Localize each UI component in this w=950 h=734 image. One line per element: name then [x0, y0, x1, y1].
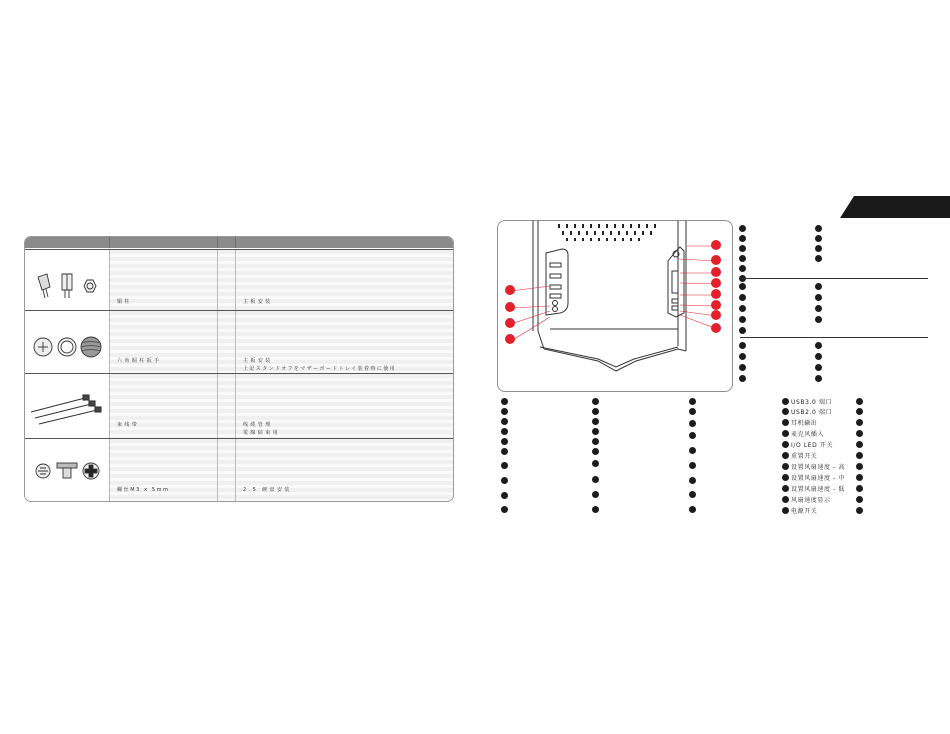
item-name: 束线带 [117, 422, 140, 428]
callout-marker [711, 323, 721, 333]
bullet [856, 430, 863, 437]
callout-marker [711, 240, 721, 250]
header-divider [109, 237, 110, 248]
callout-marker [711, 310, 721, 320]
wrench-image [25, 311, 110, 374]
column-divider [235, 311, 236, 374]
bullet [592, 428, 599, 435]
legend-item: USB2.0 端口 [791, 409, 833, 416]
bullet [592, 460, 599, 467]
standoff-image [25, 250, 110, 311]
bullet [501, 462, 508, 469]
bullet [856, 419, 863, 426]
column-divider [217, 439, 218, 502]
bullet [856, 452, 863, 459]
bullet [739, 316, 746, 323]
column-divider [217, 311, 218, 374]
callout-marker [711, 278, 721, 288]
wrench-socket-icon [25, 311, 109, 374]
column-divider [217, 374, 218, 439]
bullet [815, 225, 822, 232]
bullet [856, 474, 863, 481]
row-stripes [110, 250, 453, 311]
legend-item: 耳机输出 [791, 420, 818, 427]
bullet [501, 418, 508, 425]
accessories-table [24, 236, 454, 502]
bullet [815, 283, 822, 290]
bullet [815, 245, 822, 252]
bullet [856, 408, 863, 415]
bullet [739, 327, 746, 334]
bullet [501, 477, 508, 484]
bullet [592, 448, 599, 455]
callout-marker [505, 302, 515, 312]
bullet [739, 283, 746, 290]
item-usage: 2.5 硬盘安装 [243, 487, 292, 493]
legend-item: USB3.0 端口 [791, 399, 833, 406]
bullet [815, 235, 822, 242]
item-name: 螺丝M3 x 5mm [117, 487, 170, 493]
bullet [501, 408, 508, 415]
table-row [25, 438, 453, 502]
callout-marker [505, 285, 515, 295]
case-front-panel-drawing [498, 221, 732, 391]
cable-tie-image [25, 374, 110, 439]
bullet [782, 474, 789, 481]
bullet [689, 447, 696, 454]
bullet [689, 420, 696, 427]
row-stripes [110, 374, 453, 439]
bullet [689, 477, 696, 484]
legend-item: 风扇速度显示 [791, 497, 831, 504]
bullet [501, 506, 508, 513]
bullet [856, 507, 863, 514]
legend-item: I/O LED 开关 [791, 442, 834, 449]
bullet [592, 491, 599, 498]
item-usage: 主板安装 [243, 299, 273, 305]
bullet [782, 463, 789, 470]
item-usage-note: 上記スタンドオフをマザーボードトレイ装着時に使用 [243, 366, 397, 372]
bullet [782, 408, 789, 415]
table-row [25, 310, 453, 374]
bullet [501, 438, 508, 445]
legend-item: 设置风扇速度 - 中 [791, 475, 845, 482]
bullet [739, 375, 746, 382]
bullet [782, 419, 789, 426]
item-usage: 线缆管理 [243, 422, 273, 428]
case-diagram [497, 220, 733, 392]
bullet [501, 492, 508, 499]
bullet [739, 255, 746, 262]
screw-icon [25, 439, 109, 502]
column-divider [235, 250, 236, 311]
cable-tie-icon [25, 374, 109, 439]
divider [740, 337, 928, 338]
bullet [782, 441, 789, 448]
bullet [689, 462, 696, 469]
bullet [739, 305, 746, 312]
callout-marker [505, 318, 515, 328]
bullet [782, 430, 789, 437]
bullet [856, 398, 863, 405]
header-divider [235, 237, 236, 248]
item-name: 铜柱 [117, 299, 132, 305]
item-usage: 主板安装 [243, 358, 273, 364]
screw-image [25, 439, 110, 502]
legend-item: 重置开关 [791, 453, 818, 460]
item-name: 六角铜柱扳手 [117, 358, 162, 364]
bullet [592, 398, 599, 405]
bullet [856, 485, 863, 492]
bullet [592, 408, 599, 415]
bullet [739, 342, 746, 349]
bullet [815, 375, 822, 382]
bullet [689, 432, 696, 439]
table-header [25, 237, 453, 248]
bullet [739, 235, 746, 242]
bullet [689, 506, 696, 513]
bullet [739, 245, 746, 252]
bullet [739, 294, 746, 301]
bullet [815, 364, 822, 371]
callout-marker [711, 300, 721, 310]
legend-item: 设置风扇速度 - 低 [791, 486, 845, 493]
section-tab [840, 196, 950, 218]
bullet [501, 448, 508, 455]
bullet [739, 353, 746, 360]
column-divider [235, 374, 236, 439]
callout-marker [505, 334, 515, 344]
bullet [739, 225, 746, 232]
bullet [501, 428, 508, 435]
bullet [782, 452, 789, 459]
bullet [782, 398, 789, 405]
callout-marker [711, 267, 721, 277]
divider [740, 278, 928, 279]
bullet [782, 507, 789, 514]
bullet [739, 265, 746, 272]
bullet [689, 408, 696, 415]
bullet [689, 491, 696, 498]
bullet [815, 316, 822, 323]
bullet [592, 418, 599, 425]
bullet [815, 305, 822, 312]
header-divider [217, 237, 218, 248]
legend-item: 设置风扇速度 - 高 [791, 464, 845, 471]
bullet [592, 506, 599, 513]
bullet [815, 342, 822, 349]
column-divider [235, 439, 236, 502]
bullet [689, 398, 696, 405]
item-usage-note: 電線結束用 [243, 430, 281, 436]
bullet [815, 255, 822, 262]
bullet [815, 294, 822, 301]
legend-item: 麦克风插入 [791, 431, 825, 438]
bullet [856, 441, 863, 448]
bullet [592, 476, 599, 483]
bullet [592, 438, 599, 445]
table-row [25, 249, 453, 311]
bullet [739, 364, 746, 371]
table-row [25, 373, 453, 439]
bullet [856, 496, 863, 503]
legend-item: 电源开关 [791, 508, 818, 515]
column-divider [217, 250, 218, 311]
vent-pattern-icon [558, 224, 656, 241]
bullet [782, 485, 789, 492]
bullet [782, 496, 789, 503]
callout-marker [711, 289, 721, 299]
standoff-icon [25, 250, 109, 311]
bullet [856, 463, 863, 470]
bullet [815, 353, 822, 360]
bullet [501, 398, 508, 405]
callout-marker [711, 255, 721, 265]
